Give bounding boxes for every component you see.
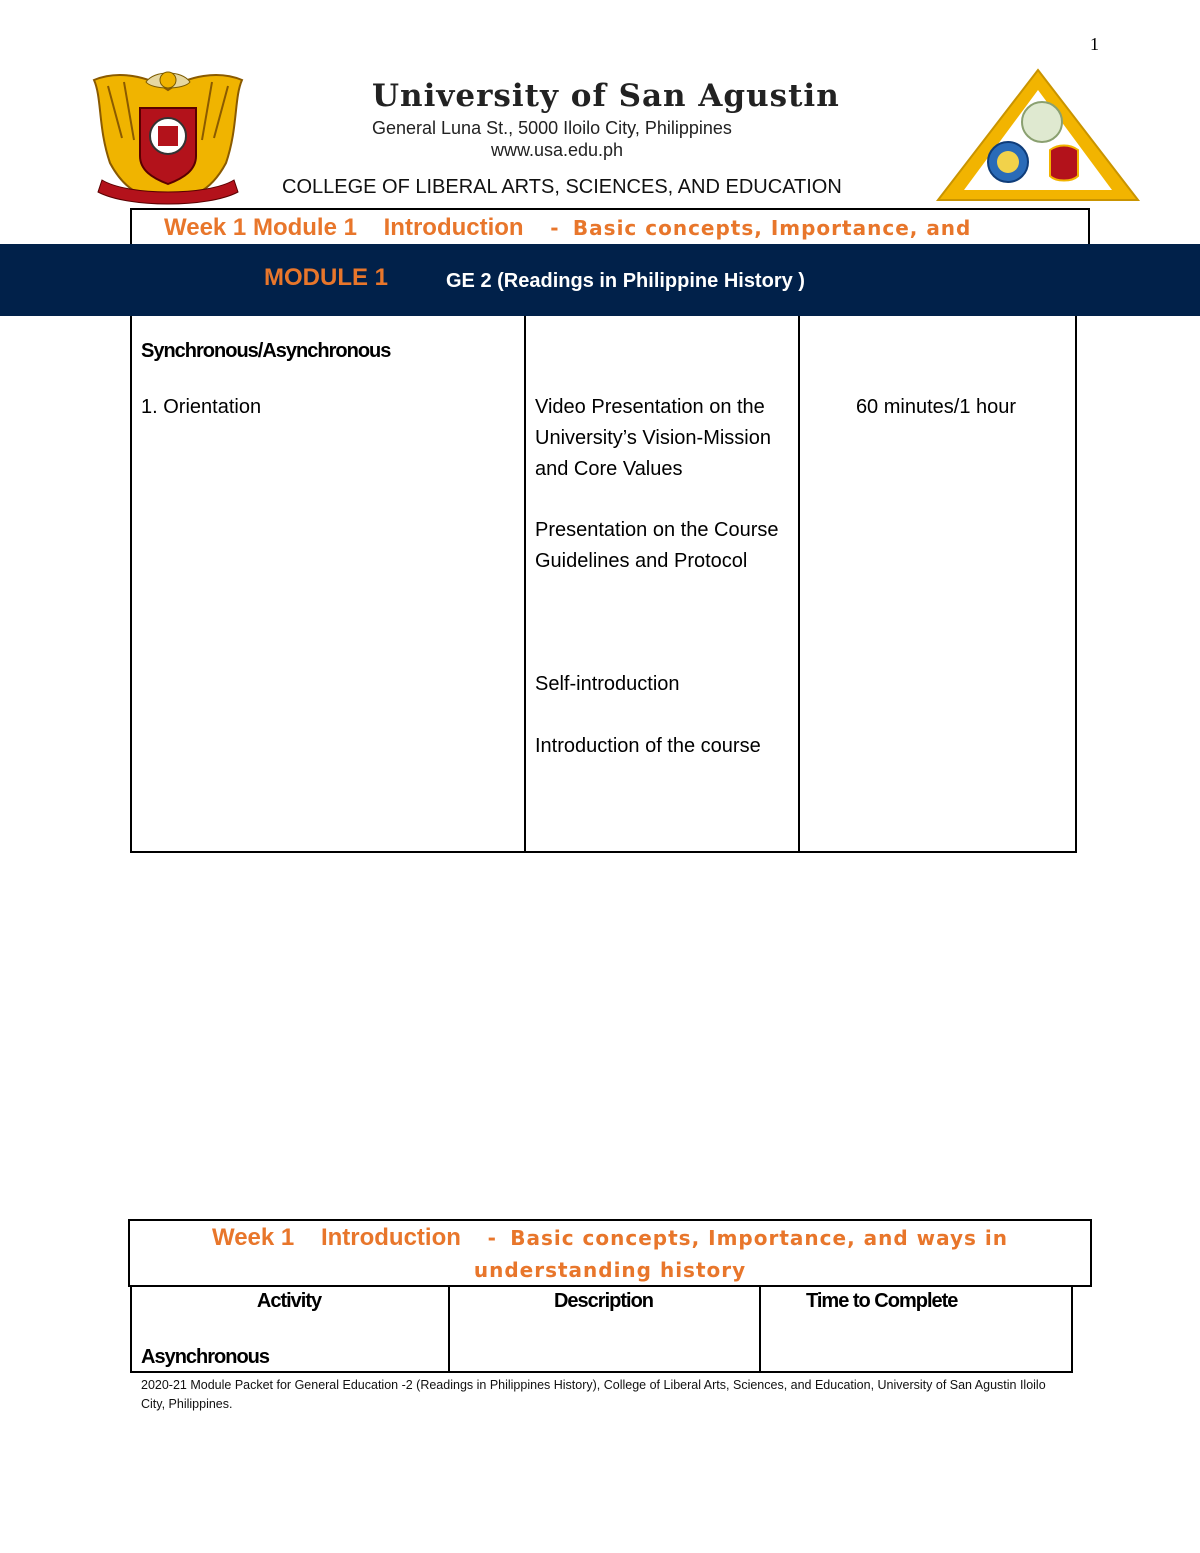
college-triangle-logo xyxy=(932,66,1144,204)
university-website: www.usa.edu.ph xyxy=(490,140,624,160)
column-header-time: Time to Complete xyxy=(806,1290,958,1312)
college-name: COLLEGE OF LIBERAL ARTS, SCIENCES, AND EDUCATION xyxy=(282,176,842,198)
week2-topic-detail: Basic concepts, Importance, and ways in xyxy=(510,1226,1008,1250)
module-label: MODULE 1 xyxy=(264,264,389,291)
description-item: Self-introduction xyxy=(535,673,680,695)
page-number: 1 xyxy=(1090,34,1099,54)
university-address: General Luna St., 5000 Iloilo City, Philippines xyxy=(372,118,732,138)
activity-item: 1. Orientation xyxy=(141,396,262,418)
course-title: GE 2 (Readings in Philippine History ) xyxy=(446,270,805,292)
column-divider xyxy=(524,316,526,851)
week-topic-detail: Basic concepts, Importance, and xyxy=(572,216,972,240)
column-header-activity: Activity xyxy=(256,1290,322,1312)
week-banner xyxy=(130,208,1090,246)
column-divider xyxy=(759,1287,761,1371)
week-module-label: Week 1 Module 1 xyxy=(164,214,357,241)
week-banner-2-line1 xyxy=(130,1224,1090,1252)
week-banner-text xyxy=(164,214,971,242)
university-name: University of San Agustin xyxy=(372,78,840,114)
module-band xyxy=(0,244,1200,316)
week2-topic: Introduction xyxy=(320,1224,461,1251)
activity-mode-label-2: Asynchronous xyxy=(141,1346,270,1368)
week-banner-2 xyxy=(128,1219,1092,1287)
page-footer: 2020-21 Module Packet for General Education -2 (Readings in Philippines History), College of Liberal Arts, Sciences, and Education, University of San Agustin Iloilo City, Philippines. xyxy=(141,1378,1046,1411)
university-seal-logo xyxy=(88,68,248,208)
description-item: Presentation on the Course Guidelines and Protocol xyxy=(535,519,779,572)
week-dash: - xyxy=(550,216,560,240)
description-item: Introduction of the course xyxy=(535,735,761,757)
activity-mode-label: Synchronous/Asynchronous xyxy=(141,340,391,362)
week-topic: Introduction xyxy=(383,214,524,241)
description-item: Video Presentation on the University’s Vision-Mission and Core Values xyxy=(535,396,771,480)
time-to-complete: 60 minutes/1 hour xyxy=(855,396,1017,418)
column-header-description: Description xyxy=(553,1290,654,1312)
week2-dash: - xyxy=(487,1226,497,1250)
week-banner-2-line2: understanding history xyxy=(473,1258,747,1282)
week2-label: Week 1 xyxy=(211,1224,295,1251)
